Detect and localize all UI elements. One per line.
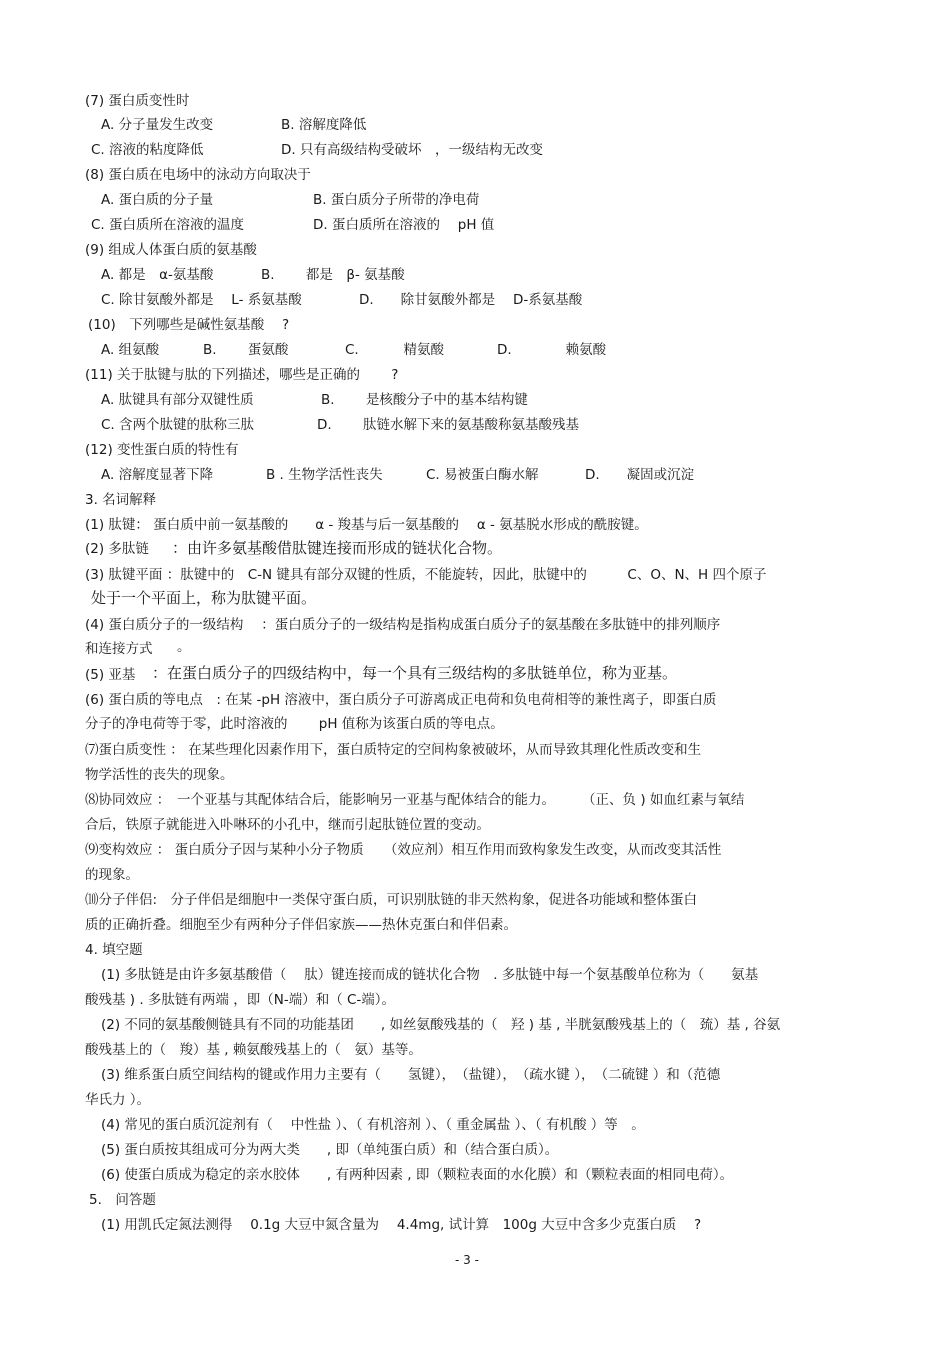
option-10a: A. 组氨酸 [101,342,160,358]
page-number: - 3 - [455,1253,479,1267]
qa-1: (1) 用凯氏定氮法测得 0.1g 大豆中氮含量为 4.4mg, 试计算 100g 大豆中含多少克蛋白质 ? [101,1217,702,1233]
term-9-line2: 的现象。 [85,867,139,883]
question-8: (8) 蛋白质在电场中的泳动方向取决于 [85,167,311,183]
term-6-line1: (6) 蛋白质的等电点 : 在某 -pH 溶液中，蛋白质分子可游离成正电荷和负电荷相等的兼性离子，即蛋白质 [85,692,717,708]
option-12b: B . 生物学活性丧失 [266,467,383,483]
term-8-line1: ⑻协同效应 ： 一个亚基与其配体结合后，能影响另一亚基与配体结合的能力。 （正、负 ) 如血红素与氧结 [85,792,745,808]
term-5-definition: ：在蛋白质分子的四级结构中，每一个具有三级结构的多肽链单位，称为亚基。 [152,664,678,682]
question-12: (12) 变性蛋白质的特性有 [85,442,239,458]
option-12d: D. 凝固或沉淀 [585,467,695,483]
option-9b: B. 都是 β- 氨基酸 [261,267,405,283]
fill-2-line2: 酸残基上的（ 羧）基 , 赖氨酸残基上的（ 氨）基等。 [85,1042,422,1058]
option-9c: C. 除甘氨酸外都是 L- 系氨基酸 [101,292,302,308]
question-7: (7) 蛋白质变性时 [85,93,190,109]
term-10-line1: ⑽分子伴侣: 分子伴侣是细胞中一类保守蛋白质，可识别肽链的非天然构象，促进各功能域和整体蛋白 [85,892,698,908]
term-1: (1) 肽键： 蛋白质中前一氨基酸的 α - 羧基与后一氨基酸的 α - 氨基脱水形成的酰胺键。 [85,517,648,533]
section-3-heading: 3. 名词解释 [85,492,157,508]
option-8a: A. 蛋白质的分子量 [101,192,214,208]
question-10: (10) 下列哪些是碱性氨基酸 ? [88,317,290,333]
term-4-line2: 和连接方式 [85,641,153,657]
term-2-label: (2) 多肽链 [85,541,149,557]
term-10-line2: 质的正确折叠。细胞至少有两种分子伴侣家族——热休克蛋白和伴侣素。 [85,917,517,933]
option-11b: B. 是核酸分子中的基本结构键 [321,392,528,408]
option-12a: A. 溶解度显著下降 [101,467,214,483]
option-12c: C. 易被蛋白酶水解 [426,467,539,483]
option-9a: A. 都是 α-氨基酸 [101,267,214,283]
fill-1-line2: 酸残基 ) . 多肽链有两端 ，即（N-端）和（ C-端）。 [85,992,396,1008]
term-4-line1: (4) 蛋白质分子的一级结构 ：蛋白质分子的一级结构是指构成蛋白质分子的氨基酸在多肽链中的排列顺序 [85,617,721,633]
option-11a: A. 肽键具有部分双键性质 [101,392,254,408]
term-9-line1: ⑼变构效应 ： 蛋白质分子因与某种小分子物质 （效应剂）相互作用而致构象发生改变，从而改变其活性 [85,842,722,858]
fill-5: (5) 蛋白质按其组成可分为两大类 , 即（单纯蛋白质）和（结合蛋白质）。 [101,1142,559,1158]
option-10d: D. 赖氨酸 [497,342,607,358]
fill-3-line2: 华氏力 ）。 [85,1092,151,1108]
option-7c: C. 溶液的粘度降低 [91,142,204,158]
option-8c: C. 蛋白质所在溶液的温度 [91,217,245,233]
option-11d: D. 肽链水解下来的氨基酸称氨基酸残基 [317,417,579,433]
term-8-line2: 合后，铁原子就能进入卟啉环的小孔中，继而引起肽链位置的变动。 [85,817,490,833]
option-7a: A. 分子量发生改变 [101,117,214,133]
option-7d: D. 只有高级结构受破坏 ，一级结构无改变 [281,142,543,158]
fill-1-line1: (1) 多肽链是由许多氨基酸借（ 肽）键连接而成的链状化合物 . 多肽链中每一个氨基酸单位称为（ 氨基 [101,967,759,983]
term-6-line2: 分子的净电荷等于零，此时溶液的 pH 值称为该蛋白质的等电点。 [85,716,504,732]
term-3-line2: 处于一个平面上，称为肽键平面。 [91,589,317,607]
term-7-line1: ⑺蛋白质变性 ： 在某些理化因素作用下，蛋白质特定的空间构象被破坏，从而导致其理化性质改变和生 [85,742,702,758]
fill-2-line1: (2) 不同的氨基酸侧链具有不同的功能基团 , 如丝氨酸残基的（ 羟 ) 基 , 半胱氨酸残基上的（ 巯）基 , 谷氨 [101,1017,781,1033]
term-7-line2: 物学活性的丧失的现象。 [85,767,234,783]
question-9: (9) 组成人体蛋白质的氨基酸 [85,242,257,258]
section-5-heading: 5. 问答题 [89,1192,156,1208]
fill-6: (6) 使蛋白质成为稳定的亲水胶体 , 有两种因素 , 即（颗粒表面的水化膜）和（颗粒表面的相同电荷）。 [101,1167,734,1183]
fill-4: (4) 常见的蛋白质沉淀剂有（ 中性盐 ）、（ 有机溶剂 ）、（ 重金属盐 ）、（ 有机酸 ）等 。 [101,1117,645,1133]
option-10b: B. 蛋氨酸 [203,342,289,358]
section-4-heading: 4. 填空题 [85,942,143,958]
term-2-definition: ：由许多氨基酸借肽键连接而形成的链状化合物。 [172,539,503,557]
option-7b: B. 溶解度降低 [281,117,367,133]
term-5-label: (5) 亚基 [85,667,136,683]
term-4-end: 。 [177,639,191,655]
option-8b: B. 蛋白质分子所带的净电荷 [313,192,480,208]
option-11c: C. 含两个肽键的肽称三肽 [101,417,255,433]
option-9d: D. 除甘氨酸外都是 D-系氨基酸 [359,292,583,308]
option-8d: D. 蛋白质所在溶液的 pH 值 [313,217,495,233]
question-11: (11) 关于肽键与肽的下列描述，哪些是正确的 ? [85,367,399,383]
fill-3-line1: (3) 维系蛋白质空间结构的键或作用力主要有（ 氢键）， （盐键）， （疏水键 ）， （二硫键 ）和（范德 [101,1067,721,1083]
term-3-line1: (3) 肽键平面 ：肽键中的 C-N 键具有部分双键的性质，不能旋转，因此，肽键中的 C、O、N、H 四个原子 [85,567,767,583]
option-10c: C. 精氨酸 [345,342,445,358]
